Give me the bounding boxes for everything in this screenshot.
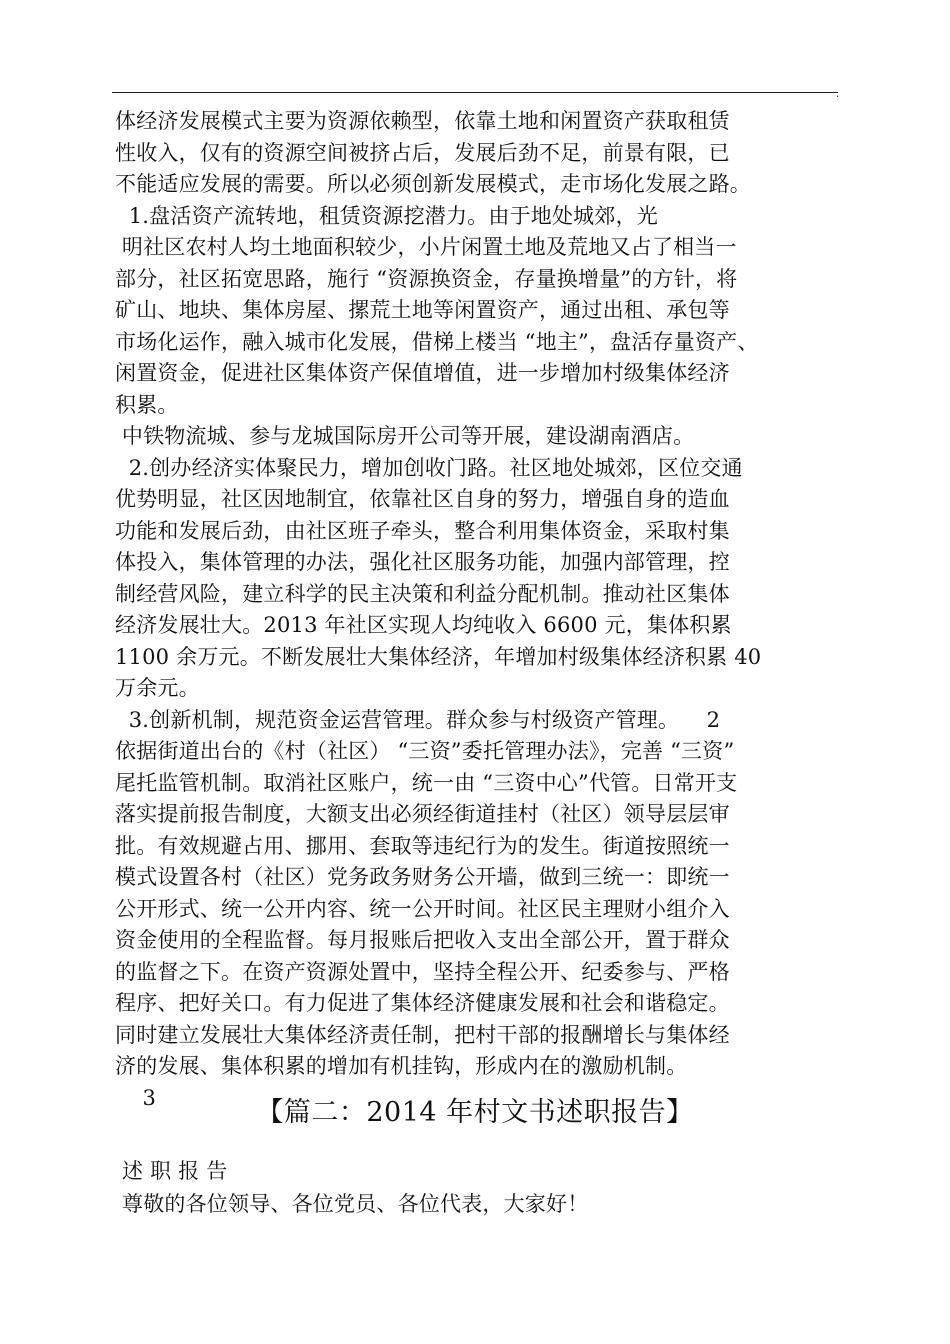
body-line: 不能适应发展的需要。所以必须创新发展模式，走市场化发展之路。 — [115, 172, 751, 196]
body-line: 体经济发展模式主要为资源依赖型，依靠土地和闲置资产获取租赁 — [115, 109, 730, 133]
header-rule-mark: . — [836, 89, 840, 100]
opening-line: 述 职 报 告 — [122, 1159, 228, 1183]
body-line: 经济发展壮大。2013 年社区实现人均纯收入 6600 元，集体积累 — [115, 613, 732, 637]
section-heading: 【篇二：2014 年村文书述职报告】 — [256, 1097, 694, 1128]
body-line: 批。有效规避占用、挪用、套取等违纪行为的发生。街道按照统一 — [115, 833, 730, 858]
body-line: 1.盘活资产流转地，租赁资源挖潜力。由于地处城郊，光 — [115, 203, 658, 228]
body-line: 体投入，集体管理的办法，强化社区服务功能，加强内部管理，控 — [115, 550, 730, 574]
body-line: 闲置资金，促进社区集体资产保值增值，进一步增加村级集体经济 — [115, 361, 730, 385]
body-line: 3 — [115, 1085, 157, 1110]
body-line: 性收入，仅有的资源空间被挤占后，发展后劲不足，前景有限，已 — [115, 140, 730, 165]
body-line: 积累。 — [115, 392, 179, 417]
body-line: 部分，社区拓宽思路，施行 “资源换资金，存量换增量”的方针，将 — [115, 266, 738, 291]
body-line: 资金使用的全程监督。每月报账后把收入支出全部公开，置于群众 — [115, 928, 730, 952]
body-line: 尾托监管机制。取消社区账户，统一由 “三资中心”代管。日常开支 — [115, 770, 738, 795]
body-line: 3.创新机制，规范资金运营管理。群众参与村级资产管理。 2 — [115, 707, 721, 732]
body-text — [115, 106, 855, 1114]
body-line: 明社区农村人均土地面积较少，小片闲置土地及荒地又占了相当一 — [115, 235, 737, 259]
body-line: 制经营风险，建立科学的民主决策和利益分配机制。推动社区集体 — [115, 581, 730, 606]
report-opening — [122, 1155, 862, 1221]
body-line: 1100 余万元。不断发展壮大集体经济，年增加村级集体经济积累 40 — [115, 644, 762, 669]
opening-line: 尊敬的各位领导、各位党员、各位代表，大家好！ — [122, 1192, 589, 1216]
body-line: 济的发展、集体积累的增加有机挂钩，形成内在的激励机制。 — [115, 1054, 688, 1078]
body-line: 模式设置各村（社区）党务政务财务公开墙，做到三统一：即统一 — [115, 865, 730, 889]
body-line: 市场化运作，融入城市化发展，借梯上楼当 “地主”，盘活存量资产、 — [115, 329, 759, 354]
body-line: 的监督之下。在资产资源处置中，坚持全程公开、纪委参与、严格 — [115, 959, 730, 984]
body-line: 落实提前报告制度，大额支出必须经街道挂村（社区）领导层层审 — [115, 802, 730, 826]
body-line: 2.创办经济实体聚民力，增加创收门路。社区地处城郊，区位交通 — [115, 455, 743, 480]
body-line: 万余元。 — [115, 676, 200, 700]
body-line: 依据街道出台的《村（社区） “三资”委托管理办法》，完善 “三资” — [115, 739, 735, 763]
body-line: 中铁物流城、参与龙城国际房开公司等开展，建设湖南酒店。 — [115, 424, 695, 448]
body-line: 功能和发展后劲，由社区班子牵头，整合利用集体资金，采取村集 — [115, 518, 730, 543]
body-line: 优势明显，社区因地制宜，依靠社区自身的努力，增强自身的造血 — [115, 487, 730, 511]
body-line: 程序、把好关口。有力促进了集体经济健康发展和社会和谐稳定。 — [115, 991, 730, 1015]
body-line: 矿山、地块、集体房屋、摞荒土地等闲置资产，通过出租、承包等 — [115, 298, 730, 322]
header-rule — [112, 92, 838, 93]
body-line: 公开形式、统一公开内容、统一公开时间。社区民主理财小组介入 — [115, 896, 730, 921]
body-line: 同时建立发展壮大集体经济责任制，把村干部的报酬增长与集体经 — [115, 1022, 730, 1047]
